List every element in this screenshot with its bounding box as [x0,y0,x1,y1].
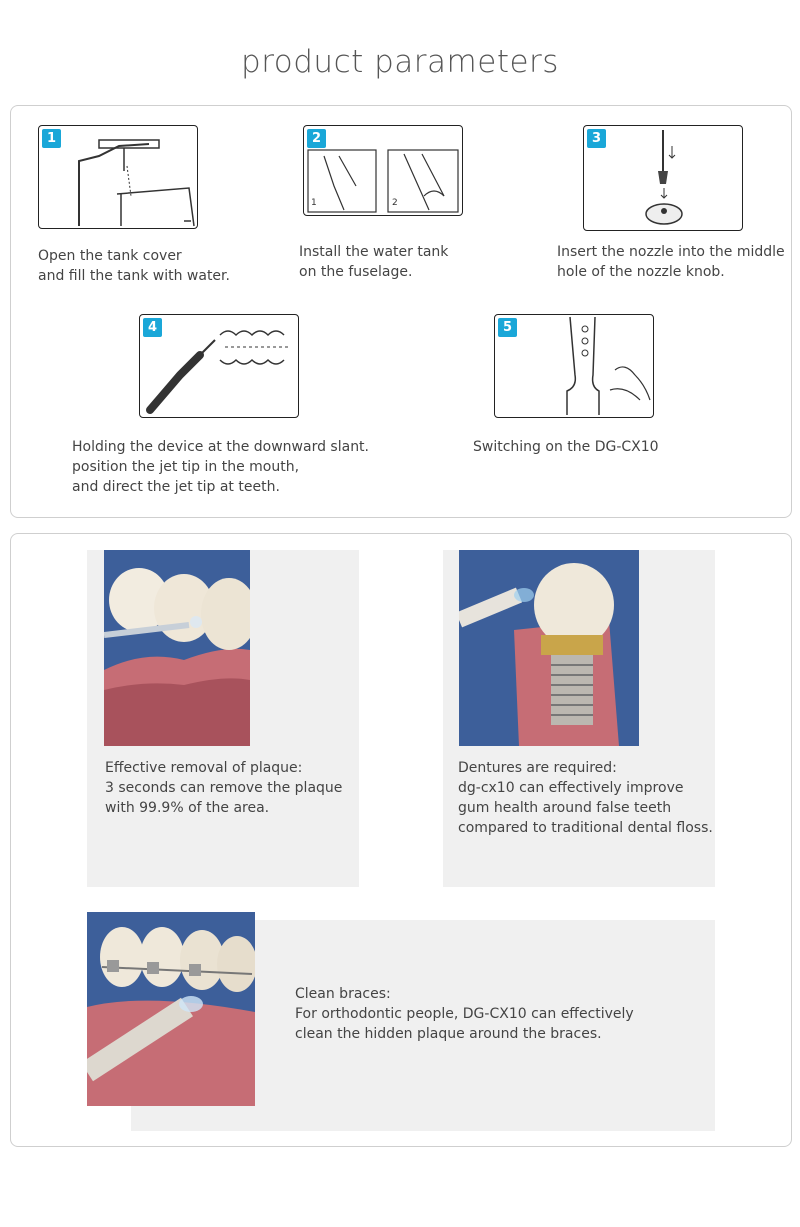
step-3-illustration [583,125,743,231]
feature-1-text: Effective removal of plaque: 3 seconds can remove the plaque with 99.9% of the area. [105,760,343,816]
plaque-removal-image [104,550,250,746]
feature-2-photo [459,550,639,746]
step-1-text: Open the tank cover and fill the tank with water. [38,248,230,284]
feature-1-photo [104,550,250,746]
step-2-badge: 2 [307,129,326,148]
step-4-illustration [139,314,299,418]
step-1-illustration [38,125,198,229]
feature-2-text: Dentures are required: dg-cx10 can effectively improve gum health around false teeth compared to traditional dental floss. [458,760,713,836]
step-1-badge: 1 [42,129,61,148]
braces-cleaning-image [87,912,255,1106]
feature-3-photo [87,912,255,1106]
device-switch-icon [495,315,653,417]
step-4-badge: 4 [143,318,162,337]
denture-implant-image [459,550,639,746]
teeth-jet-icon [140,315,298,417]
step-5-badge: 5 [498,318,517,337]
step-2-sub-label-2: 2 [392,198,398,208]
step-5-text: Switching on the DG-CX10 [473,439,659,455]
steps-panel [10,105,792,518]
step-4-text: Holding the device at the downward slant. position the jet tip in the mouth, and direct the jet tip at teeth. [72,439,370,495]
step-2-text: Install the water tank on the fuselage. [299,244,449,280]
step-2-illustration [303,125,463,216]
nozzle-insert-icon [584,126,742,230]
tank-install-icon [304,126,462,215]
step-5-illustration [494,314,654,418]
page-title: product parameters [241,44,559,80]
feature-3-text: Clean braces: For orthodontic people, DG-CX10 can effectively clean the hidden plaque around the braces. [295,986,634,1042]
step-3-text: Insert the nozzle into the middle hole of the nozzle knob. [557,244,785,280]
step-3-badge: 3 [587,129,606,148]
faucet-tank-icon [39,126,197,228]
step-2-sub-label-1: 1 [311,198,317,208]
features-panel [10,533,792,1147]
